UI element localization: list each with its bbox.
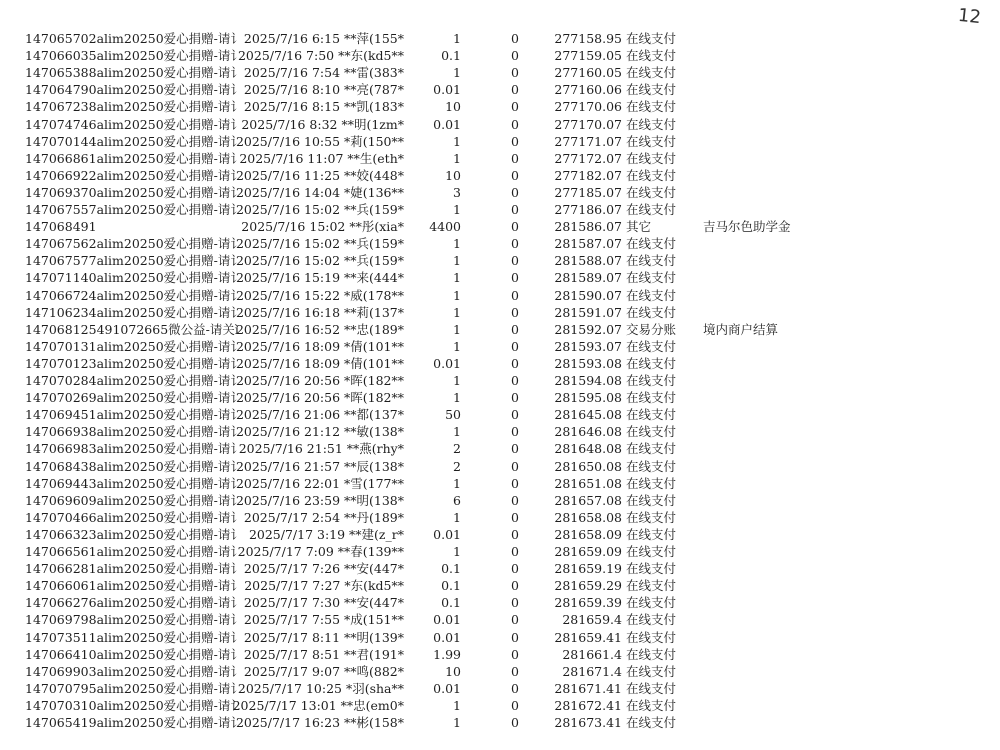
- transaction-fee: 0: [511, 697, 519, 713]
- transaction-balance: 281650.08: [554, 458, 622, 474]
- transaction-balance: 277171.07: [554, 133, 622, 149]
- transaction-balance: 281659.09: [554, 544, 622, 559]
- transaction-balance: 281657.08: [554, 492, 622, 508]
- transaction-id: 147066983alim20250爱心捐赠-请讠: [25, 441, 243, 457]
- transaction-balance: 281588.07: [554, 253, 622, 269]
- transaction-balance: 281593.07: [554, 338, 622, 354]
- table-row: [0, 577, 1000, 594]
- transaction-type: 在线支付: [626, 338, 677, 354]
- transaction-datetime-payer: 2025/7/16 21:06 **都(137*: [235, 407, 404, 423]
- transaction-type: 在线支付: [626, 31, 677, 46]
- transaction-type: 在线支付: [626, 441, 677, 457]
- transaction-balance: 277158.95: [554, 31, 622, 46]
- transaction-id: 147066938alim20250爱心捐赠-请讠: [25, 424, 243, 440]
- transaction-type: 在线支付: [626, 697, 677, 713]
- transaction-datetime-payer: 2025/7/16 6:15 **萍(155*: [243, 31, 404, 46]
- transaction-type: 在线支付: [626, 595, 677, 611]
- transaction-type: 在线支付: [626, 82, 677, 98]
- transaction-fee: 0: [511, 612, 519, 628]
- transaction-id: 147066281alim20250爱心捐赠-请讠: [25, 561, 243, 577]
- transaction-id: 147073511alim20250爱心捐赠-请讠: [25, 629, 243, 645]
- transaction-datetime-payer: 2025/7/17 16:23 **彬(158*: [235, 715, 404, 730]
- table-row: [0, 47, 1000, 64]
- transaction-fee: 0: [511, 99, 519, 115]
- table-row: [0, 184, 1000, 201]
- transaction-datetime-payer: 2025/7/16 15:02 **兵(159*: [235, 202, 404, 217]
- transaction-fee: 0: [511, 646, 519, 662]
- transaction-type: 在线支付: [626, 526, 677, 542]
- table-row: [0, 611, 1000, 628]
- transaction-datetime-payer: 2025/7/17 3:19 **建(z_r*: [248, 526, 404, 542]
- transaction-id: 147066035alim20250爱心捐赠-请讠: [25, 48, 243, 64]
- transaction-datetime-payer: 2025/7/17 13:01 **忠(em0*: [232, 697, 404, 713]
- transaction-amount: 1: [453, 31, 461, 46]
- transaction-fee: 0: [511, 629, 519, 645]
- transaction-amount: 2: [453, 458, 461, 474]
- transaction-amount: 0.01: [433, 526, 461, 542]
- transaction-datetime-payer: 2025/7/16 16:52 **忠(189*: [235, 321, 404, 337]
- transaction-type: 在线支付: [626, 680, 677, 696]
- transaction-balance: 281648.08: [554, 441, 622, 457]
- transaction-id: 147069609alim20250爱心捐赠-请讠: [25, 492, 243, 508]
- transaction-datetime-payer: 2025/7/17 7:27 *东(kd5**: [244, 578, 404, 594]
- transaction-datetime-payer: 2025/7/17 8:51 **君(191*: [243, 646, 404, 662]
- transaction-amount: 1: [453, 65, 461, 81]
- transaction-id: 147074746alim20250爱心捐赠-请讠: [25, 116, 243, 132]
- table-row: [0, 509, 1000, 526]
- transaction-type: 在线支付: [626, 99, 677, 115]
- transaction-amount: 10: [445, 99, 461, 115]
- transaction-type: 在线支付: [626, 458, 677, 474]
- table-row: [0, 321, 1000, 338]
- transaction-amount: 10: [445, 663, 461, 679]
- transaction-amount: 3: [453, 184, 461, 200]
- transaction-amount: 1: [453, 697, 461, 713]
- transaction-fee: 0: [511, 287, 519, 303]
- transaction-datetime-payer: 2025/7/16 15:22 *威(178**: [235, 287, 404, 303]
- transaction-type: 在线支付: [626, 304, 677, 320]
- table-row: [0, 663, 1000, 680]
- transaction-remark: 吉马尔色助学金: [703, 219, 791, 235]
- transaction-datetime-payer: 2025/7/16 11:25 **姣(448*: [235, 167, 404, 183]
- transaction-id: 147069451alim20250爱心捐赠-请讠: [25, 407, 243, 423]
- transaction-type: 在线支付: [626, 407, 677, 423]
- transaction-amount: 1: [453, 390, 461, 406]
- transaction-id: 147106234alim20250爱心捐赠-请讠: [25, 304, 243, 320]
- transaction-balance: 277170.07: [554, 116, 622, 132]
- table-row: [0, 406, 1000, 423]
- transaction-amount: 1: [453, 270, 461, 286]
- transaction-type: 在线支付: [626, 355, 677, 371]
- table-row: [0, 697, 1000, 714]
- transaction-balance: 281671.41: [554, 680, 622, 696]
- page-number: 12: [956, 4, 982, 29]
- transaction-amount: 0.01: [433, 355, 461, 371]
- transaction-amount: 1: [453, 202, 461, 217]
- transaction-id: 147067557alim20250爱心捐赠-请讠: [25, 202, 243, 217]
- transaction-datetime-payer: 2025/7/16 15:02 **兵(159*: [235, 236, 404, 252]
- transaction-balance: 281672.41: [554, 697, 622, 713]
- transaction-id: 147066410alim20250爱心捐赠-请讠: [25, 646, 243, 662]
- transaction-amount: 1: [453, 236, 461, 252]
- transaction-amount: 1: [453, 338, 461, 354]
- transaction-type: 在线支付: [626, 663, 677, 679]
- table-row: [0, 646, 1000, 663]
- transaction-id: 147068125491072665微公益-请关ì: [25, 321, 239, 337]
- transaction-amount: 1: [453, 715, 461, 730]
- transaction-fee: 0: [511, 509, 519, 525]
- table-row: [0, 389, 1000, 406]
- transaction-datetime-payer: 2025/7/16 23:59 **明(138*: [235, 492, 404, 508]
- transaction-balance: 281646.08: [554, 424, 622, 440]
- transaction-datetime-payer: 2025/7/16 20:56 *晖(182**: [235, 373, 404, 388]
- transaction-fee: 0: [511, 424, 519, 440]
- table-row: [0, 372, 1000, 389]
- transaction-type: 在线支付: [626, 373, 677, 388]
- transaction-datetime-payer: 2025/7/16 8:10 **亮(787*: [243, 82, 404, 98]
- transaction-balance: 277182.07: [554, 167, 622, 183]
- transaction-id: 147071140alim20250爱心捐赠-请讠: [25, 270, 243, 286]
- transaction-id: 147064790alim20250爱心捐赠-请讠: [25, 82, 243, 98]
- transaction-balance: 281659.39: [554, 595, 622, 611]
- transaction-fee: 0: [511, 578, 519, 594]
- transaction-type: 在线支付: [626, 150, 677, 166]
- transaction-balance: 281589.07: [554, 270, 622, 286]
- transaction-balance: 277160.06: [554, 82, 622, 98]
- transaction-amount: 0.1: [441, 578, 461, 594]
- transaction-type: 在线支付: [626, 715, 677, 730]
- transaction-datetime-payer: 2025/7/17 7:09 **春(139**: [237, 544, 404, 559]
- transaction-amount: 50: [445, 407, 461, 423]
- transaction-balance: 277186.07: [554, 202, 622, 217]
- table-row: [0, 98, 1000, 115]
- transaction-id: 147066561alim20250爱心捐赠-请讠: [25, 544, 243, 559]
- table-row: [0, 116, 1000, 133]
- table-row: [0, 440, 1000, 457]
- transaction-balance: 281595.08: [554, 390, 622, 406]
- transaction-fee: 0: [511, 715, 519, 730]
- transaction-fee: 0: [511, 458, 519, 474]
- transaction-type: 在线支付: [626, 253, 677, 269]
- table-row: [0, 338, 1000, 355]
- transaction-datetime-payer: 2025/7/16 21:12 **敏(138*: [235, 424, 404, 440]
- transaction-fee: 0: [511, 561, 519, 577]
- transaction-type: 在线支付: [626, 65, 677, 81]
- transaction-fee: 0: [511, 595, 519, 611]
- table-row: [0, 167, 1000, 184]
- transaction-id: 147070795alim20250爱心捐赠-请讠: [25, 680, 243, 696]
- transaction-id: 147065702alim20250爱心捐赠-请讠: [25, 31, 243, 46]
- table-row: [0, 543, 1000, 560]
- transaction-type: 其它: [626, 219, 652, 235]
- transaction-fee: 0: [511, 680, 519, 696]
- transaction-id: 147067562alim20250爱心捐赠-请讠: [25, 236, 243, 252]
- transaction-type: 在线支付: [626, 287, 677, 303]
- transaction-amount: 1: [453, 304, 461, 320]
- transaction-id: 147070284alim20250爱心捐赠-请讠: [25, 373, 243, 388]
- transaction-datetime-payer: 2025/7/16 8:32 **明(1zm*: [241, 116, 404, 132]
- transaction-fee: 0: [511, 321, 519, 337]
- transaction-amount: 0.01: [433, 82, 461, 98]
- transaction-id: 147066276alim20250爱心捐赠-请讠: [25, 595, 243, 611]
- transaction-fee: 0: [511, 150, 519, 166]
- transaction-id: 147066724alim20250爱心捐赠-请讠: [25, 287, 243, 303]
- transaction-type: 在线支付: [626, 133, 677, 149]
- transaction-datetime-payer: 2025/7/17 7:26 **安(447*: [243, 561, 404, 577]
- transaction-datetime-payer: 2025/7/16 14:04 *婕(136**: [235, 184, 404, 200]
- table-row: [0, 423, 1000, 440]
- transaction-amount: 0.01: [433, 116, 461, 132]
- transaction-datetime-payer: 2025/7/16 15:02 **彤(xia*: [241, 219, 404, 235]
- transaction-fee: 0: [511, 116, 519, 132]
- transaction-datetime-payer: 2025/7/16 20:56 *晖(182**: [235, 390, 404, 406]
- transaction-fee: 0: [511, 407, 519, 423]
- transaction-id: 147067577alim20250爱心捐赠-请讠: [25, 253, 243, 269]
- transaction-fee: 0: [511, 48, 519, 64]
- table-row: [0, 269, 1000, 286]
- transaction-amount: 0.1: [441, 561, 461, 577]
- transaction-fee: 0: [511, 304, 519, 320]
- transaction-id: 147069903alim20250爱心捐赠-请讠: [25, 663, 243, 679]
- transaction-amount: 1: [453, 509, 461, 525]
- transaction-fee: 0: [511, 390, 519, 406]
- transaction-fee: 0: [511, 219, 519, 235]
- transaction-fee: 0: [511, 663, 519, 679]
- table-row: [0, 201, 1000, 218]
- transaction-type: 交易分账: [626, 321, 677, 337]
- transaction-balance: 277172.07: [554, 150, 622, 166]
- transaction-balance: 281586.07: [554, 219, 622, 235]
- transaction-id: 147066061alim20250爱心捐赠-请讠: [25, 578, 243, 594]
- transaction-amount: 1: [453, 544, 461, 559]
- transaction-balance: 281594.08: [554, 373, 622, 388]
- transaction-fee: 0: [511, 373, 519, 388]
- transaction-fee: 0: [511, 167, 519, 183]
- transaction-fee: 0: [511, 441, 519, 457]
- transaction-type: 在线支付: [626, 544, 677, 559]
- transaction-balance: 281659.41: [554, 629, 622, 645]
- transaction-fee: 0: [511, 184, 519, 200]
- transaction-balance: 281591.07: [554, 304, 622, 320]
- transaction-id: 147065388alim20250爱心捐赠-请讠: [25, 65, 243, 81]
- transaction-amount: 2: [453, 441, 461, 457]
- transaction-type: 在线支付: [626, 578, 677, 594]
- transaction-amount: 0.01: [433, 612, 461, 628]
- transaction-balance: 277159.05: [554, 48, 622, 64]
- transaction-type: 在线支付: [626, 561, 677, 577]
- table-row: [0, 355, 1000, 372]
- transaction-datetime-payer: 2025/7/16 15:19 **来(444*: [235, 270, 404, 286]
- transaction-id: 147070123alim20250爱心捐赠-请讠: [25, 355, 243, 371]
- transaction-id: 147068491: [25, 219, 97, 235]
- transaction-type: 在线支付: [626, 390, 677, 406]
- transaction-fee: 0: [511, 236, 519, 252]
- transaction-amount: 1.99: [433, 646, 461, 662]
- transaction-datetime-payer: 2025/7/16 8:15 **凯(183*: [243, 99, 404, 115]
- transaction-datetime-payer: 2025/7/17 10:25 *羽(sha**: [237, 680, 404, 696]
- transaction-type: 在线支付: [626, 646, 677, 662]
- table-row: [0, 64, 1000, 81]
- transaction-type: 在线支付: [626, 184, 677, 200]
- transaction-datetime-payer: 2025/7/16 21:51 **燕(rhy*: [238, 441, 404, 457]
- transaction-datetime-payer: 2025/7/17 8:11 **明(139*: [243, 629, 404, 645]
- transaction-type: 在线支付: [626, 236, 677, 252]
- table-row: [0, 594, 1000, 611]
- table-row: [0, 714, 1000, 731]
- transaction-fee: 0: [511, 270, 519, 286]
- transaction-id: 147066323alim20250爱心捐赠-请讠: [25, 526, 243, 542]
- transaction-id: 147070269alim20250爱心捐赠-请讠: [25, 390, 243, 406]
- transaction-datetime-payer: 2025/7/16 7:54 **雷(383*: [243, 65, 404, 81]
- transaction-datetime-payer: 2025/7/16 7:50 **东(kd5**: [237, 48, 404, 64]
- transaction-id: 147067238alim20250爱心捐赠-请讠: [25, 99, 243, 115]
- transaction-datetime-payer: 2025/7/16 18:09 *倩(101**: [235, 338, 404, 354]
- table-row: [0, 629, 1000, 646]
- transaction-datetime-payer: 2025/7/17 7:55 *成(151**: [243, 612, 404, 628]
- transaction-balance: 281661.4: [562, 646, 622, 662]
- transaction-datetime-payer: 2025/7/17 2:54 **丹(189*: [243, 509, 404, 525]
- transaction-balance: 277160.05: [554, 65, 622, 81]
- transaction-fee: 0: [511, 202, 519, 217]
- transaction-balance: 281659.29: [554, 578, 622, 594]
- table-row: [0, 218, 1000, 235]
- table-row: [0, 304, 1000, 321]
- transaction-amount: 1: [453, 475, 461, 491]
- transaction-id: 147070310alim20250爱心捐赠-请讠: [25, 697, 243, 713]
- table-row: [0, 30, 1000, 47]
- transaction-balance: 281658.08: [554, 509, 622, 525]
- transaction-balance: 281587.07: [554, 236, 622, 252]
- transaction-datetime-payer: 2025/7/16 18:09 *倩(101**: [235, 355, 404, 371]
- transaction-balance: 281592.07: [554, 321, 622, 337]
- transaction-type: 在线支付: [626, 202, 677, 217]
- transaction-remark: 境内商户结算: [703, 321, 779, 337]
- transaction-amount: 1: [453, 321, 461, 337]
- transaction-fee: 0: [511, 355, 519, 371]
- transaction-balance: 281658.09: [554, 526, 622, 542]
- transaction-type: 在线支付: [626, 475, 677, 491]
- table-row: [0, 680, 1000, 697]
- transaction-datetime-payer: 2025/7/16 15:02 **兵(159*: [235, 253, 404, 269]
- transaction-balance: 281593.08: [554, 355, 622, 371]
- transaction-fee: 0: [511, 65, 519, 81]
- transaction-id: 147066861alim20250爱心捐赠-请讠: [25, 150, 243, 166]
- transaction-type: 在线支付: [626, 48, 677, 64]
- transaction-amount: 1: [453, 150, 461, 166]
- transaction-datetime-payer: 2025/7/17 7:30 **安(447*: [243, 595, 404, 611]
- transaction-id: 147066922alim20250爱心捐赠-请讠: [25, 167, 243, 183]
- transaction-type: 在线支付: [626, 492, 677, 508]
- transaction-fee: 0: [511, 253, 519, 269]
- transaction-type: 在线支付: [626, 629, 677, 645]
- transaction-fee: 0: [511, 526, 519, 542]
- transaction-type: 在线支付: [626, 167, 677, 183]
- transaction-amount: 1: [453, 287, 461, 303]
- transaction-datetime-payer: 2025/7/16 11:07 **生(eth*: [239, 150, 404, 166]
- transaction-id: 147069798alim20250爱心捐赠-请讠: [25, 612, 243, 628]
- transaction-balance: 281673.41: [554, 715, 622, 730]
- transaction-balance: 281659.4: [562, 612, 622, 628]
- transaction-id: 147069370alim20250爱心捐赠-请讠: [25, 184, 243, 200]
- transaction-balance: 277185.07: [554, 184, 622, 200]
- transaction-balance: 281659.19: [554, 561, 622, 577]
- transaction-amount: 0.01: [433, 629, 461, 645]
- transaction-datetime-payer: 2025/7/17 9:07 **鸣(882*: [243, 663, 404, 679]
- transaction-fee: 0: [511, 475, 519, 491]
- transaction-datetime-payer: 2025/7/16 22:01 *雪(177**: [235, 475, 404, 491]
- transaction-id: 147070466alim20250爱心捐赠-请讠: [25, 509, 243, 525]
- transaction-amount: 1: [453, 424, 461, 440]
- transaction-fee: 0: [511, 338, 519, 354]
- transaction-fee: 0: [511, 82, 519, 98]
- transaction-amount: 1: [453, 373, 461, 388]
- table-row: [0, 458, 1000, 475]
- transaction-amount: 6: [453, 492, 461, 508]
- transaction-type: 在线支付: [626, 424, 677, 440]
- table-row: [0, 492, 1000, 509]
- transaction-amount: 1: [453, 253, 461, 269]
- transaction-datetime-payer: 2025/7/16 16:18 **莉(137*: [235, 304, 404, 320]
- transaction-balance: 281651.08: [554, 475, 622, 491]
- transaction-amount: 4400: [429, 219, 461, 235]
- transaction-type: 在线支付: [626, 270, 677, 286]
- transaction-fee: 0: [511, 544, 519, 559]
- transaction-type: 在线支付: [626, 509, 677, 525]
- transaction-balance: 281671.4: [562, 663, 622, 679]
- table-row: [0, 252, 1000, 269]
- transaction-amount: 0.1: [441, 48, 461, 64]
- transaction-balance: 281590.07: [554, 287, 622, 303]
- table-row: [0, 526, 1000, 543]
- transaction-amount: 1: [453, 133, 461, 149]
- transaction-fee: 0: [511, 492, 519, 508]
- table-row: [0, 150, 1000, 167]
- table-row: [0, 235, 1000, 252]
- transaction-amount: 0.01: [433, 680, 461, 696]
- transaction-id: 147070131alim20250爱心捐赠-请讠: [25, 338, 243, 354]
- table-row: [0, 560, 1000, 577]
- transaction-id: 147065419alim20250爱心捐赠-请讠: [25, 715, 243, 730]
- transaction-amount: 0.1: [441, 595, 461, 611]
- transaction-id: 147068438alim20250爱心捐赠-请讠: [25, 458, 243, 474]
- transaction-type: 在线支付: [626, 116, 677, 132]
- transaction-datetime-payer: 2025/7/16 10:55 *莉(150**: [235, 133, 404, 149]
- transaction-id: 147070144alim20250爱心捐赠-请讠: [25, 133, 243, 149]
- transaction-datetime-payer: 2025/7/16 21:57 **辰(138*: [235, 458, 404, 474]
- transaction-id: 147069443alim20250爱心捐赠-请讠: [25, 475, 243, 491]
- table-row: [0, 133, 1000, 150]
- transaction-type: 在线支付: [626, 612, 677, 628]
- table-row: [0, 475, 1000, 492]
- transaction-balance: 281645.08: [554, 407, 622, 423]
- transaction-balance: 277170.06: [554, 99, 622, 115]
- transaction-fee: 0: [511, 133, 519, 149]
- table-row: [0, 81, 1000, 98]
- transaction-amount: 10: [445, 167, 461, 183]
- table-row: [0, 287, 1000, 304]
- transaction-fee: 0: [511, 31, 519, 46]
